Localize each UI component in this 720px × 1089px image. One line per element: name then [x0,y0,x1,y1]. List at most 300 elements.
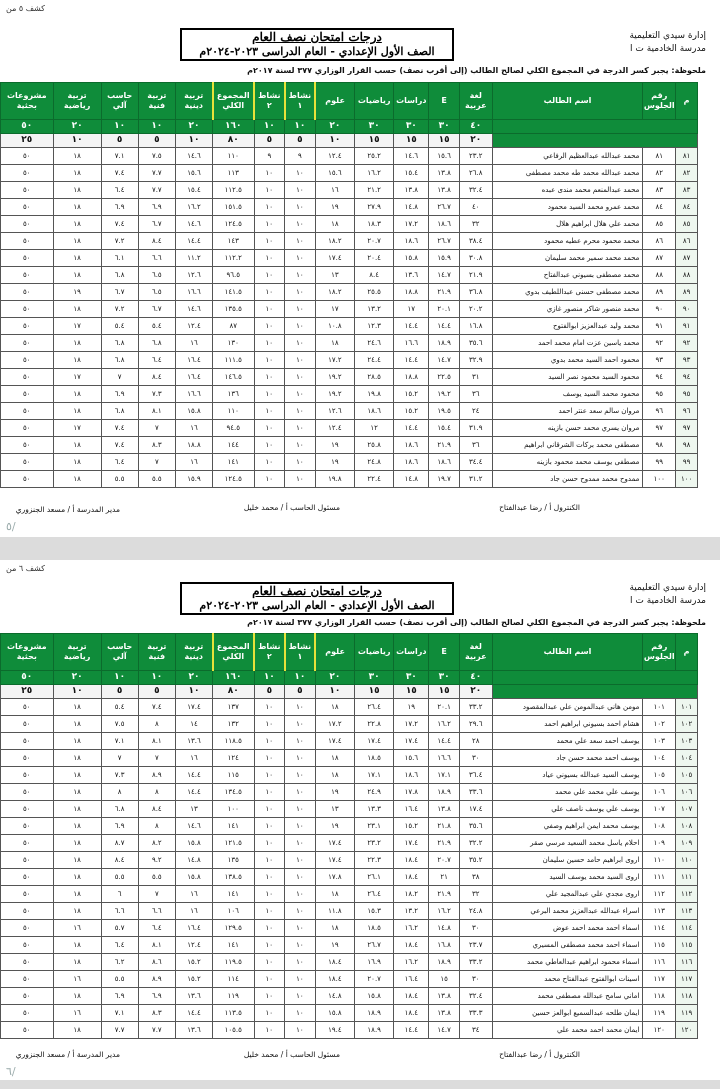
sheet-note: ملحوظة: يجبر كسر الدرجة في المجموع الكلي لصالح الطالب (إلى أقرب نصف) حسب القرار الوزاري ٣٧٧ لسنة ٢٠١٧م [247,66,706,75]
cell-row-number: ١١٢ [676,886,698,903]
cell-religion: ١٤.٤ [175,767,212,784]
cell-computer: ٥.٥ [101,471,138,488]
cell-science: ١٧.٤ [315,835,354,852]
cell-computer: ٦.٤ [101,937,138,954]
cell-religion: ١٦.٢ [175,199,212,216]
column-header-student-name: اسم الطالب [492,634,643,671]
cell-english: ٢١.٩ [429,835,460,852]
cell-arabic: ٤٠ [459,199,492,216]
cell-science: ١٢.٤ [315,148,354,165]
cell-math: ٢٥.٢ [355,148,394,165]
cell-art: ٨.٤ [138,233,175,250]
cell-activity-2: ١٠ [254,182,285,199]
cell-row-number: ٩٤ [676,369,698,386]
cell-activity-1: ١٠ [285,386,316,403]
min-marks-pe: ١٠ [53,134,101,148]
cell-seat-number: ٨٧ [643,250,676,267]
column-header-science: علوم [315,83,354,120]
cell-science: ١٨ [315,750,354,767]
table-row [1,335,698,352]
max-marks-pe: ٢٠ [53,671,101,685]
table-row [1,403,698,420]
cell-pe: ١٨ [53,1022,101,1039]
cell-student-name: هشام احمد بسيوني ابراهيم احمد [492,716,643,733]
cell-computer: ٧.٤ [101,165,138,182]
cell-computer: ٨.٧ [101,835,138,852]
cell-row-number: ٨٦ [676,233,698,250]
cell-pe: ١٨ [53,767,101,784]
cell-activity-1: ١٠ [285,750,316,767]
cell-pe: ١٨ [53,818,101,835]
cell-science: ١٩.٢ [315,369,354,386]
cell-english: ١٥ [429,971,460,988]
cell-seat-number: ٩٥ [643,386,676,403]
cell-projects: ٥٠ [1,818,54,835]
max-marks-art: ١٠ [138,120,175,134]
cell-english: ٢١.٩ [429,437,460,454]
cell-row-number: ١١٤ [676,920,698,937]
cell-total: ١٢٤ [213,750,255,767]
cell-math: ٢٥.٨ [355,437,394,454]
cell-religion: ١٢.٦ [175,267,212,284]
cell-seat-number: ٨٩ [643,284,676,301]
cell-student-name: اسينات ابوالفتوح عبدالفتاح محمد [492,971,643,988]
max-marks-activity-1: ١٠ [285,671,316,685]
cell-projects: ٥٠ [1,801,54,818]
cell-computer: ٧.٤ [101,420,138,437]
cell-science: ١٨ [315,767,354,784]
cell-activity-2: ١٠ [254,471,285,488]
cell-activity-1: ١٠ [285,284,316,301]
cell-english: ١٦.٢ [429,903,460,920]
table-row [1,437,698,454]
school-name: مدرسة الخادمية ت ا [630,44,706,54]
cell-activity-2: ١٠ [254,699,285,716]
min-marks-arabic: ٢٠ [459,134,492,148]
cell-religion: ١٦ [175,903,212,920]
cell-computer: ٦.٩ [101,386,138,403]
cell-arabic: ٢٣.٢ [459,148,492,165]
cell-activity-1: ١٠ [285,335,316,352]
cell-projects: ٥٠ [1,852,54,869]
cell-pe: ١٨ [53,801,101,818]
cell-projects: ٥٠ [1,250,54,267]
min-marks-activity-2: ٥ [254,134,285,148]
cell-total: ١١٥ [213,767,255,784]
cell-activity-1: ١٠ [285,903,316,920]
min-marks-art: ٥ [138,134,175,148]
cell-art: ٧ [138,420,175,437]
cell-arabic: ٣٠ [459,920,492,937]
cell-seat-number: ٩١ [643,318,676,335]
cell-english: ١٤.٤ [429,733,460,750]
cell-english: ١٦.٦ [429,750,460,767]
cell-art: ٥.٥ [138,471,175,488]
cell-projects: ٥٠ [1,318,54,335]
cell-seat-number: ١١٦ [643,954,676,971]
cell-total: ١٤١ [213,818,255,835]
table-row [1,148,698,165]
cell-social: ١٤.٨ [394,471,429,488]
cell-seat-number: ٩٣ [643,352,676,369]
cell-math: ٢٤.٩ [355,784,394,801]
cell-computer: ٨.٤ [101,852,138,869]
cell-student-name: مومن هاني عبدالمومن علي عبدالمقصود [492,699,643,716]
cell-english: ٢٠.١ [429,301,460,318]
cell-computer: ٦.٢ [101,954,138,971]
cell-activity-1: ١٠ [285,869,316,886]
cell-activity-2: ١٠ [254,386,285,403]
cell-math: ٢٨.٥ [355,369,394,386]
table-row [1,954,698,971]
cell-english: ١٩.٢ [429,386,460,403]
cell-computer: ٧.١ [101,1005,138,1022]
cell-pe: ١٨ [53,148,101,165]
cell-student-name: ايمان محمد احمد محمد علي [492,1022,643,1039]
column-header-projects: مشروعات بحثية [1,634,54,671]
cell-math: ٢٤.٤ [355,352,394,369]
cell-seat-number: ١١٤ [643,920,676,937]
cell-arabic: ٣٨.٤ [459,233,492,250]
table-row [1,352,698,369]
cell-pe: ١٨ [53,988,101,1005]
cell-arabic: ٣١.٩ [459,420,492,437]
cell-science: ١٩ [315,784,354,801]
max-marks-activity-2: ١٠ [254,120,285,134]
cell-arabic: ٣١ [459,369,492,386]
cell-projects: ٥٠ [1,420,54,437]
cell-total: ١٣٦ [213,386,255,403]
cell-english: ١٨.٩ [429,784,460,801]
cell-total: ١٣٠ [213,335,255,352]
cell-math: ٢٦.٧ [355,937,394,954]
cell-arabic: ٣٢.٩ [459,352,492,369]
max-marks-row [1,120,698,134]
cell-row-number: ١٠٨ [676,818,698,835]
cell-math: ١٨.٣ [355,216,394,233]
cell-art: ٨.٤ [138,369,175,386]
column-header-row-number: م [676,634,698,671]
min-marks-art: ٥ [138,685,175,699]
cell-science: ١٧.٢ [315,352,354,369]
min-marks-row [1,685,698,699]
cell-social: ١٥.٨ [394,250,429,267]
min-marks-science: ١٠ [315,134,354,148]
cell-row-number: ٩٥ [676,386,698,403]
cell-activity-1: ١٠ [285,369,316,386]
cell-row-number: ٩٠ [676,301,698,318]
cell-row-number: ٨٩ [676,284,698,301]
cell-projects: ٥٠ [1,454,54,471]
table-row [1,801,698,818]
header-row [1,83,698,120]
cell-social: ١٥.٢ [394,818,429,835]
cell-computer: ٦ [101,886,138,903]
cell-computer: ٥.٥ [101,869,138,886]
grades-table [0,82,698,488]
cell-row-number: ١٠٦ [676,784,698,801]
cell-student-name: محمد علي هلال ابراهيم هلال [492,216,643,233]
cell-social: ١٨.٦ [394,437,429,454]
cell-science: ١٤.٨ [315,988,354,1005]
cell-activity-2: ١٠ [254,267,285,284]
column-header-arabic: لغة عربية [459,634,492,671]
cell-activity-1: ١٠ [285,954,316,971]
cell-social: ١٤.٤ [394,420,429,437]
cell-arabic: ١٦.٨ [459,318,492,335]
table-row [1,835,698,852]
cell-total: ١٣٤.٥ [213,784,255,801]
table-row [1,318,698,335]
column-header-row-number: م [676,83,698,120]
cell-computer: ٧ [101,750,138,767]
cell-math: ٢٧.٩ [355,199,394,216]
cell-english: ١٣.٨ [429,182,460,199]
cell-projects: ٥٠ [1,1022,54,1039]
footer-computer: مسئول الحاسب أ / محمد خليل [243,503,340,512]
cell-pe: ١٨ [53,784,101,801]
cell-religion: ١٤.٦ [175,818,212,835]
cell-art: ٧ [138,750,175,767]
cell-projects: ٥٠ [1,403,54,420]
cell-arabic: ٣٨ [459,869,492,886]
cell-student-name: محمد منصور شاكر منصور غازي [492,301,643,318]
table-row [1,971,698,988]
cell-computer: ٦.٨ [101,403,138,420]
cell-pe: ١٦ [53,971,101,988]
min-marks-religion: ١٠ [175,685,212,699]
cell-computer: ٦.٨ [101,267,138,284]
cell-student-name: يوسف علي يوسف ناصف علي [492,801,643,818]
table-row [1,471,698,488]
cell-student-name: يوسف محمد ايمن ابراهيم وصفي [492,818,643,835]
cell-student-name: اسماء احمد محمد مصطفى المسيري [492,937,643,954]
cell-activity-2: ١٠ [254,216,285,233]
cell-english: ١٥.٦ [429,148,460,165]
cell-computer: ٦.٨ [101,801,138,818]
cell-arabic: ٣٢ [459,216,492,233]
cell-arabic: ٣٥.٢ [459,852,492,869]
cell-social: ١٤.٤ [394,1022,429,1039]
cell-science: ١٥.٨ [315,1005,354,1022]
max-marks-science: ٢٠ [315,671,354,685]
cell-religion: ١٦ [175,454,212,471]
cell-row-number: ١١٣ [676,903,698,920]
cell-activity-1: ١٠ [285,403,316,420]
cell-activity-2: ١٠ [254,937,285,954]
cell-science: ١٣ [315,267,354,284]
cell-arabic: ٣١.٢ [459,471,492,488]
cell-art: ٦.٧ [138,216,175,233]
blank-cell [492,134,697,148]
cell-seat-number: ٩٠ [643,301,676,318]
cell-activity-1: ١٠ [285,937,316,954]
cell-math: ١٦.٩ [355,954,394,971]
cell-computer: ٧.٢ [101,301,138,318]
cell-english: ١٥.٩ [429,250,460,267]
header-row [1,634,698,671]
cell-social: ١٩ [394,699,429,716]
cell-projects: ٥٠ [1,335,54,352]
table-row [1,199,698,216]
cell-art: ٧.٥ [138,148,175,165]
cell-science: ١٥.٦ [315,165,354,182]
cell-computer: ٦.١ [101,250,138,267]
cell-pe: ١٨ [53,437,101,454]
cell-social: ١٦.٢ [394,920,429,937]
cell-science: ١٨.٢ [315,233,354,250]
cell-math: ١٥.٣ [355,903,394,920]
cell-row-number: ١٠٠ [676,471,698,488]
cell-student-name: ايمان طلحه عبدالسميع ابوالعز حسين [492,1005,643,1022]
max-marks-social: ٣٠ [394,671,429,685]
cell-social: ١٦.٢ [394,954,429,971]
cell-projects: ٥٠ [1,784,54,801]
table-row [1,767,698,784]
cell-seat-number: ٩٩ [643,454,676,471]
cell-religion: ١٦ [175,420,212,437]
cell-projects: ٥٠ [1,437,54,454]
cell-activity-2: ١٠ [254,233,285,250]
cell-math: ٨.٤ [355,267,394,284]
cell-row-number: ٩١ [676,318,698,335]
cell-science: ١٧.٤ [315,250,354,267]
cell-science: ١٠.٨ [315,318,354,335]
cell-math: ١٣.٢ [355,301,394,318]
cell-projects: ٥٠ [1,954,54,971]
cell-computer: ٦.٧ [101,284,138,301]
cell-projects: ٥٠ [1,471,54,488]
cell-seat-number: ٨١ [643,148,676,165]
school-info [629,582,706,608]
cell-arabic: ٣٣.٢ [459,699,492,716]
cell-arabic: ٣٣.٢ [459,954,492,971]
column-header-science: علوم [315,634,354,671]
table-row [1,750,698,767]
cell-science: ١٩ [315,818,354,835]
cell-science: ١٩ [315,199,354,216]
cell-arabic: ٣٦.٨ [459,284,492,301]
cell-row-number: ٩٦ [676,403,698,420]
cell-religion: ١٦.٤ [175,369,212,386]
cell-activity-2: ١٠ [254,784,285,801]
column-header-english: E [429,83,460,120]
min-marks-computer: ٥ [101,134,138,148]
cell-math: ٢٠.٧ [355,233,394,250]
cell-english: ١٩.٥ [429,403,460,420]
cell-english: ١٨.٦ [429,454,460,471]
cell-activity-2: ١٠ [254,1005,285,1022]
cell-student-name: محمد عبدالله محمد طه محمد مصطفى [492,165,643,182]
table-row [1,903,698,920]
column-header-computer: حاسب آلي [101,634,138,671]
admin-name: إدارة سيدي التعليمية [629,31,706,41]
school-info [629,30,706,56]
cell-computer: ٧.٤ [101,437,138,454]
cell-arabic: ٣٦ [459,386,492,403]
cell-activity-2: ١٠ [254,165,285,182]
cell-science: ١٧ [315,301,354,318]
cell-religion: ١٦ [175,886,212,903]
cell-religion: ١٤.٤ [175,233,212,250]
column-header-computer: حاسب آلي [101,83,138,120]
cell-activity-1: ١٠ [285,733,316,750]
cell-seat-number: ٨٨ [643,267,676,284]
cell-english: ٢٠.٧ [429,852,460,869]
cell-religion: ١٥.٨ [175,403,212,420]
cell-activity-2: ١٠ [254,716,285,733]
cell-activity-1: ١٠ [285,233,316,250]
cell-art: ٨ [138,716,175,733]
min-marks-projects: ٢٥ [1,685,54,699]
cell-seat-number: ٨٦ [643,233,676,250]
cell-arabic: ٣٠.٨ [459,250,492,267]
table-row [1,920,698,937]
cell-science: ١٨.٤ [315,971,354,988]
cell-english: ١٦.٨ [429,937,460,954]
cell-pe: ١٦ [53,920,101,937]
cell-arabic: ١٧.٤ [459,801,492,818]
cell-math: ١٢.٣ [355,318,394,335]
cell-social: ١٨.٢ [394,886,429,903]
cell-activity-2: ١٠ [254,852,285,869]
cell-math: ١٨.٦ [355,403,394,420]
cell-religion: ١٥.٢ [175,954,212,971]
sheet-subtitle: الصف الأول الإعدادي - العام الدراسى ٢٠٢٣-٢٠٢٤م [199,599,435,612]
cell-math: ١٨.٩ [355,1022,394,1039]
cell-english: ٢٦.٧ [429,233,460,250]
cell-activity-1: ١٠ [285,352,316,369]
cell-social: ١٨.٨ [394,369,429,386]
cell-english: ١٣.٨ [429,165,460,182]
column-header-activity-1: نشاط ١ [285,83,316,120]
cell-row-number: ٩٨ [676,437,698,454]
cell-student-name: مصطفى يوسف محمد محمود بازينه [492,454,643,471]
cell-art: ٨.٦ [138,954,175,971]
cell-pe: ١٧ [53,420,101,437]
cell-art: ٥.٥ [138,869,175,886]
cell-projects: ٥٠ [1,352,54,369]
cell-projects: ٥٠ [1,165,54,182]
cell-activity-2: ١٠ [254,250,285,267]
cell-student-name: اروى السيد محمد يوسف السيد [492,869,643,886]
cell-student-name: محمود السيد محمود نصر السيد [492,369,643,386]
cell-activity-2: ١٠ [254,750,285,767]
cell-activity-1: ١٠ [285,165,316,182]
cell-computer: ٦.٤ [101,454,138,471]
sheet-note: ملحوظة: يجبر كسر الدرجة في المجموع الكلي لصالح الطالب (إلى أقرب نصف) حسب القرار الوزاري ٣٧٧ لسنة ٢٠١٧م [247,618,706,627]
cell-row-number: ١١٠ [676,852,698,869]
cell-computer: ٧.٥ [101,716,138,733]
cell-social: ١٤.٦ [394,148,429,165]
cell-projects: ٥٠ [1,971,54,988]
cell-religion: ١٤.٤ [175,784,212,801]
cell-social: ١٨.٤ [394,852,429,869]
cell-total: ١٣٥.٥ [213,301,255,318]
cell-activity-1: ١٠ [285,182,316,199]
cell-row-number: ١٠٧ [676,801,698,818]
cell-religion: ١٢.٤ [175,937,212,954]
cell-row-number: ١١٥ [676,937,698,954]
cell-arabic: ٢٤ [459,403,492,420]
cell-religion: ١٦.٦ [175,386,212,403]
cell-total: ٩٦.٥ [213,267,255,284]
cell-projects: ٥٠ [1,903,54,920]
min-marks-religion: ١٠ [175,134,212,148]
cell-art: ٦.٩ [138,988,175,1005]
cell-english: ٢٦.٧ [429,199,460,216]
cell-total: ١٤٤ [213,437,255,454]
